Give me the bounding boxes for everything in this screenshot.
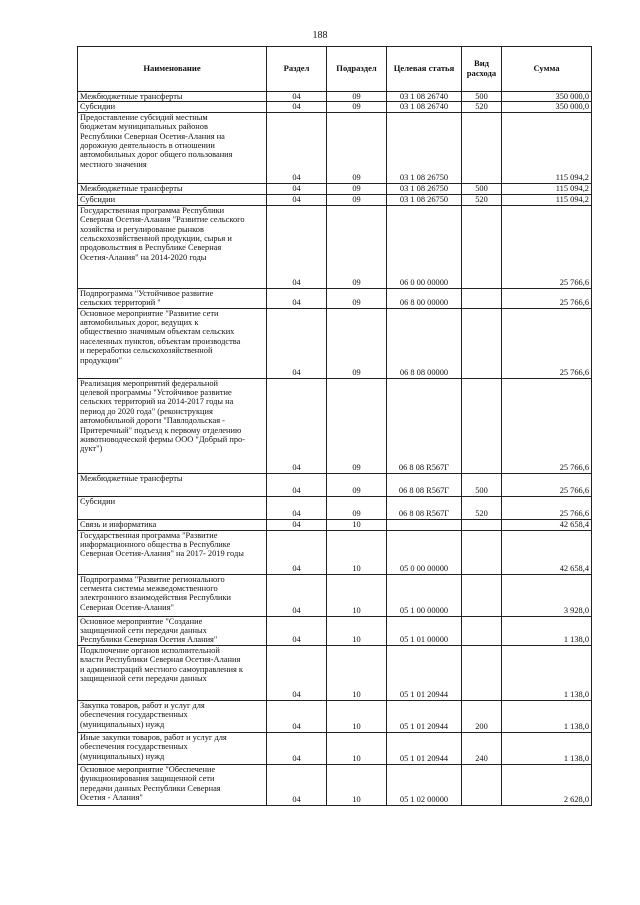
table-row [78,183,592,194]
row-section: 04 [267,92,327,102]
row-amount: 350 000,0 [502,92,592,102]
row-subsection: 09 [327,194,387,205]
row-amount: 115 094,2 [502,183,592,194]
row-target: 05 1 02 00000 [387,764,462,805]
header-subsection: Подраздел [327,47,387,92]
row-section: 04 [267,378,327,473]
row-name: Субсидии [78,102,267,112]
row-amount: 25 766,6 [502,473,592,496]
table-row [78,732,592,764]
row-subsection: 10 [327,530,387,574]
row-target: 05 1 01 00000 [387,616,462,645]
row-name: Подключение органов исполнительной власти Республики Северная Осетия-Алания и администраций местного самоуправления к защищенной сети передачи данных [78,645,267,700]
row-expense-type [462,288,502,308]
row-name: Межбюджетные трансферты [78,92,267,102]
table-row [78,92,592,102]
row-name: Основное мероприятие "Развитие сети автомобильных дорог, ведущих к общественно значимым объектам сельских населенных пунктов, объектам производства и переработки сельскохозяйственной продукции" [78,308,267,378]
row-subsection: 09 [327,496,387,519]
row-subsection: 09 [327,473,387,496]
row-subsection: 09 [327,112,387,183]
row-name: Межбюджетные трансферты [78,473,267,496]
row-subsection: 10 [327,700,387,732]
row-name: Подпрограмма "Устойчивое развитие сельских территорий " [78,288,267,308]
row-name: Межбюджетные трансферты [78,183,267,194]
row-subsection: 09 [327,102,387,112]
row-expense-type [462,764,502,805]
row-amount: 42 658,4 [502,519,592,530]
row-amount: 25 766,6 [502,308,592,378]
header-name: Наименование [78,47,267,92]
row-name: Иные закупки товаров, работ и услуг для обеспечения государственных (муниципальных) нужд [78,732,267,764]
row-name: Основное мероприятие "Создание защищенной сети передачи данных Республики Северная Осетия Алания" [78,616,267,645]
row-subsection: 10 [327,616,387,645]
table-row [78,574,592,616]
table-row [78,102,592,112]
row-expense-type [462,574,502,616]
row-subsection: 09 [327,183,387,194]
row-subsection: 10 [327,645,387,700]
row-subsection: 09 [327,378,387,473]
table-row [78,205,592,288]
table-row [78,288,592,308]
row-target: 05 1 01 20944 [387,732,462,764]
row-target: 03 1 08 26750 [387,183,462,194]
row-section: 04 [267,700,327,732]
row-amount: 25 766,6 [502,496,592,519]
row-expense-type: 200 [462,700,502,732]
row-amount: 25 766,6 [502,288,592,308]
row-section: 04 [267,616,327,645]
table-row [78,308,592,378]
row-expense-type: 520 [462,102,502,112]
row-target: 03 1 08 26740 [387,92,462,102]
row-section: 04 [267,530,327,574]
row-section: 04 [267,102,327,112]
header-section: Раздел [267,47,327,92]
row-expense-type: 520 [462,194,502,205]
row-subsection: 10 [327,519,387,530]
row-target: 03 1 08 26750 [387,194,462,205]
header-expense-type: Вид расхода [462,47,502,92]
row-section: 04 [267,645,327,700]
row-expense-type: 240 [462,732,502,764]
row-expense-type [462,519,502,530]
row-expense-type [462,205,502,288]
table-row [78,112,592,183]
row-section: 04 [267,205,327,288]
row-section: 04 [267,308,327,378]
row-section: 04 [267,183,327,194]
row-amount: 1 138,0 [502,700,592,732]
row-section: 04 [267,574,327,616]
row-expense-type [462,645,502,700]
row-target: 05 0 00 00000 [387,530,462,574]
row-section: 04 [267,764,327,805]
budget-table [77,46,592,806]
table-row [78,764,592,805]
row-name: Реализация мероприятий федеральной целевой программы "Устойчивое развитие сельских территорий на 2014-2017 годы на период до 2020 года" (реконструкция автомобильной дороги "Павлодольская - Притеречный" подъезд к первому отделению животноводческой фермы ООО "Добрый про- дукт") [78,378,267,473]
table-row [78,194,592,205]
row-section: 04 [267,496,327,519]
row-expense-type: 520 [462,496,502,519]
header-row [78,47,592,92]
header-amount: Сумма [502,47,592,92]
row-subsection: 10 [327,574,387,616]
row-amount: 25 766,6 [502,378,592,473]
row-section: 04 [267,288,327,308]
row-section: 04 [267,732,327,764]
row-subsection: 09 [327,205,387,288]
row-expense-type [462,530,502,574]
row-target: 06 0 00 00000 [387,205,462,288]
row-name: Предоставление субсидий местным бюджетам муниципальных районов Республики Северная Осетия-Алания на дорожную деятельность в отношении автомобильных дорог общего пользования местного значения [78,112,267,183]
row-expense-type: 500 [462,473,502,496]
row-amount: 350 000,0 [502,102,592,112]
table-row [78,530,592,574]
table-row [78,616,592,645]
row-section: 04 [267,194,327,205]
page-number: 188 [312,30,328,41]
row-target: 06 8 08 R567Г [387,496,462,519]
row-target: 05 1 01 20944 [387,700,462,732]
table-row [78,700,592,732]
row-amount: 25 766,6 [502,205,592,288]
row-target: 06 8 08 R567Г [387,473,462,496]
row-name: Государственная программа "Развитие информационного общества в Республике Северная Осетия-Алания" на 2017- 2019 годы [78,530,267,574]
row-target: 05 1 01 20944 [387,645,462,700]
row-amount: 1 138,0 [502,616,592,645]
row-amount: 1 138,0 [502,732,592,764]
row-target: 05 1 00 00000 [387,574,462,616]
row-name: Связь и информатика [78,519,267,530]
row-target: 06 8 00 00000 [387,288,462,308]
row-subsection: 10 [327,764,387,805]
row-name: Основное мероприятие "Обеспечение функционирования защищенной сети передачи данных Республики Северная Осетия - Алания" [78,764,267,805]
row-section: 04 [267,519,327,530]
row-expense-type [462,378,502,473]
row-subsection: 09 [327,308,387,378]
row-amount: 42 658,4 [502,530,592,574]
row-name: Субсидии [78,496,267,519]
row-target: 03 1 08 26740 [387,102,462,112]
row-subsection: 10 [327,732,387,764]
row-expense-type: 500 [462,92,502,102]
row-target: 06 8 08 R567Г [387,378,462,473]
row-expense-type [462,308,502,378]
row-amount: 1 138,0 [502,645,592,700]
row-name: Подпрограмма "Развитие регионального сегмента системы межведомственного электронного взаимодействия Республики Северная Осетия-Алания" [78,574,267,616]
row-amount: 115 094,2 [502,112,592,183]
row-expense-type [462,112,502,183]
row-amount: 3 928,0 [502,574,592,616]
row-expense-type: 500 [462,183,502,194]
row-subsection: 09 [327,92,387,102]
row-target: 03 1 08 26750 [387,112,462,183]
row-expense-type [462,616,502,645]
row-target: 06 8 08 00000 [387,308,462,378]
row-subsection: 09 [327,288,387,308]
row-section: 04 [267,473,327,496]
table-row [78,473,592,496]
row-target [387,519,462,530]
row-name: Закупка товаров, работ и услуг для обеспечения государственных (муниципальных) нужд [78,700,267,732]
row-name: Государственная программа Республики Северная Осетия-Алания "Развитие сельского хозяйства и регулирование рынков сельскохозяйственной продукции, сырья и продовольствия в Республике Северная Осетия-Алания" на 2014-2020 годы [78,205,267,288]
row-amount: 2 628,0 [502,764,592,805]
row-section: 04 [267,112,327,183]
table-row [78,645,592,700]
table-row [78,496,592,519]
row-amount: 115 094,2 [502,194,592,205]
row-name: Субсидии [78,194,267,205]
table-row [78,519,592,530]
table-row [78,378,592,473]
header-target: Целевая статья [387,47,462,92]
